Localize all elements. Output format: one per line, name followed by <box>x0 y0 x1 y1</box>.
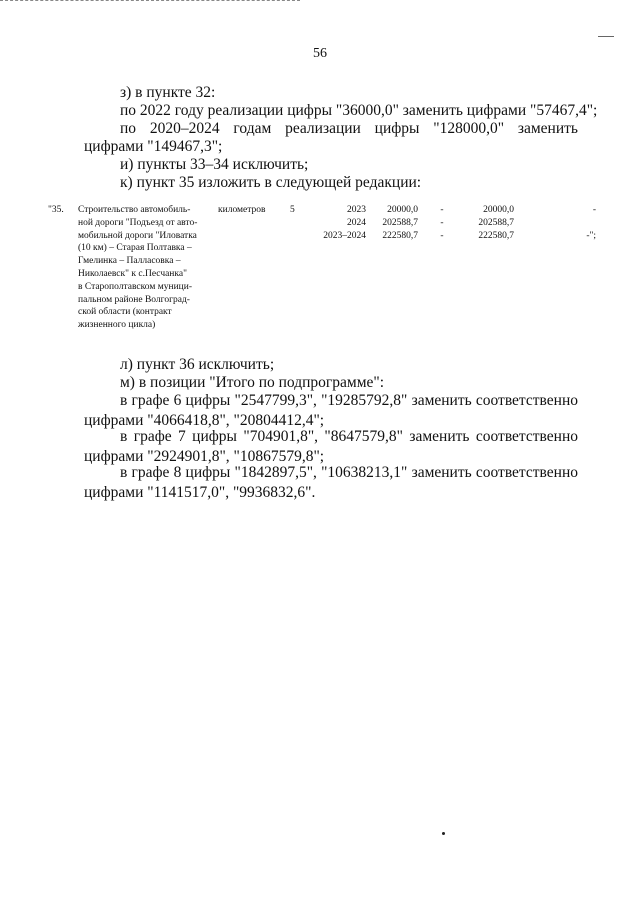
total-cell: 20000,0 <box>387 205 418 215</box>
paragraph-line: в графе 7 цифры "704901,8", "8647579,8" заменить соответственно <box>120 428 578 445</box>
paragraph-column-8 <box>84 462 578 504</box>
object-name <box>78 204 210 332</box>
paragraph-line: по 2020–2024 годам реализации цифры "128000,0" заменить <box>120 120 578 137</box>
paragraph-l: л) пункт 36 исключить; <box>120 356 275 373</box>
paragraph-line: цифрами "149467,3"; <box>84 138 223 155</box>
object-name-line: ной дороги "Подъезд от авто- <box>78 217 198 228</box>
object-name-line: в Старополтавском муници- <box>78 281 192 292</box>
paragraph-z-detail: по 2022 году реализации цифры "36000,0" заменить цифрами "57467,4"; <box>120 102 598 119</box>
object-name-line: Гмелинка – Палласовка – <box>78 256 181 267</box>
row-number: "35. <box>48 205 64 215</box>
object-name-line: (10 км) – Старая Полтавка – <box>78 243 192 254</box>
last-cell: -"; <box>586 230 596 241</box>
object-name-line: Николаевск" к с.Песчанка" <box>78 268 187 279</box>
object-name-line: мобильной дороги "Иловатка <box>78 230 197 241</box>
regional-column <box>466 204 514 242</box>
object-name-line: пальном районе Волгоград- <box>78 294 190 305</box>
paragraph-line: цифрами "4066418,8", "20804412,4"; <box>84 412 325 429</box>
paragraph-line: в графе 6 цифры "2547799,3", "19285792,8" заменить соответственно <box>120 392 578 409</box>
regional-cell: 202588,7 <box>478 217 514 228</box>
paragraph-k: к) пункт 35 изложить в следующей редакции: <box>120 174 422 191</box>
quantity: 5 <box>290 205 295 215</box>
paragraph-line: цифрами "1141517,0", "9936832,6". <box>84 484 316 501</box>
total-column <box>366 204 418 242</box>
federal-cell: - <box>440 205 444 215</box>
year-cell: 2023–2024 <box>323 230 366 241</box>
federal-cell: - <box>440 217 444 228</box>
unit-of-measure: километров <box>218 205 266 215</box>
object-name-line: ской области (контракт <box>78 307 172 318</box>
object-name-line: жизненного цикла) <box>78 320 156 331</box>
top-scan-rule <box>0 0 300 3</box>
regional-cell: 222580,7 <box>478 230 514 241</box>
paragraph-i: и) пункты 33–34 исключить; <box>120 156 309 173</box>
paragraph-line: в графе 8 цифры "1842897,5", "10638213,1" заменить соответственно <box>120 464 578 481</box>
total-cell: 202588,7 <box>382 217 418 228</box>
object-name-line: Строительство автомобиль- <box>78 205 191 215</box>
year-cell: 2023 <box>347 205 366 215</box>
corner-mark <box>598 36 614 37</box>
years-column <box>300 204 366 242</box>
last-cell <box>572 217 596 230</box>
paragraph-2020-2024 <box>84 118 578 158</box>
regional-cell: 20000,0 <box>483 205 514 215</box>
last-column <box>572 204 596 242</box>
federal-cell: - <box>440 230 444 241</box>
paragraph-line: цифрами "2924901,8", "10867579,8"; <box>84 448 325 465</box>
scan-speck <box>442 832 445 835</box>
paragraph-z: з) в пункте 32: <box>120 84 216 101</box>
total-cell: 222580,7 <box>382 230 418 241</box>
last-cell: - <box>592 205 596 215</box>
year-cell: 2024 <box>347 217 366 228</box>
paragraph-m: м) в позиции "Итого по подпрограмме": <box>120 374 385 391</box>
page-number: 56 <box>313 46 327 61</box>
federal-column <box>436 204 448 242</box>
